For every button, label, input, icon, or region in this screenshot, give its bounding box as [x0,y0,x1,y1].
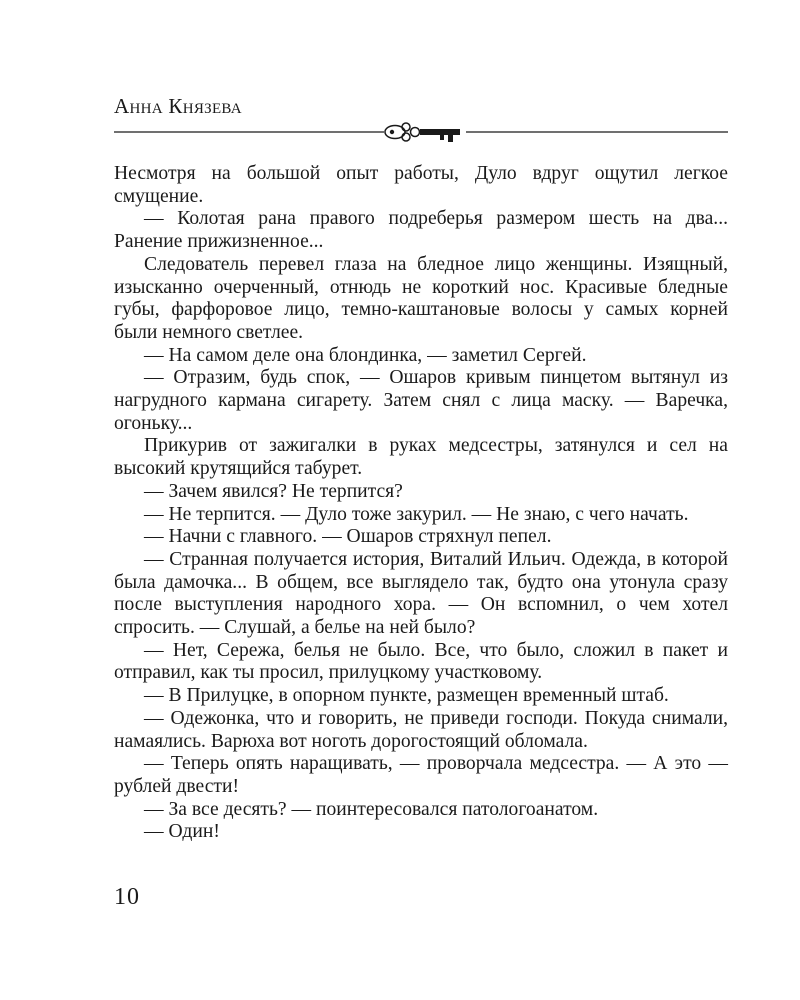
paragraph: Следователь перевел глаза на бледное лицо женщины. Изящный, изысканно очерченный, отнюдь не короткий нос. Красивые бледные губы, фарфоровое лицо, темно-каштановые волосы у самых корней были немного светлее. [114,253,728,343]
paragraph: — Зачем явился? Не терпится? [144,480,403,502]
paragraph: — Теперь опять наращивать, — проворчала медсестра. — А это — рублей двести! [114,753,728,797]
body-text [114,163,728,844]
paragraph: — Начни с главного. — Ошаров стряхнул пепел. [144,526,552,548]
paragraph: Несмотря на большой опыт работы, Дуло вдруг ощутил легкое смущение. [114,163,728,207]
paragraph: — Одежонка, что и говорить, не приведи господи. Покуда снимали, намаялись. Варюха вот ноготь дорогостоящий обломала. [114,707,728,752]
paragraph: — За все десять? — поинтересовался патологоанатом. [144,798,599,820]
header-rule-with-key [114,118,728,146]
paragraph: Прикурив от зажигалки в руках медсестры, затянулся и сел на высокий крутящийся табурет. [114,435,728,480]
paragraph: — На самом деле она блондинка, — заметил Сергей. [144,344,587,366]
key-icon [385,123,460,142]
paragraph: — Колотая рана правого подреберья размером шесть на два... Ранение прижизненное... [114,208,728,253]
paragraph: — В Прилуцке, в опорном пункте, размещен временный штаб. [144,685,669,707]
running-head-author: Анна Князева [114,94,242,118]
paragraph: — Нет, Сережа, белья не было. Все, что было, сложил в пакет и отправил, как ты просил, прилуцкому участковому. [114,639,728,684]
paragraph: — Один! [144,821,220,843]
paragraph: — Не терпится. — Дуло тоже закурил. — Не знаю, с чего начать. [144,503,689,525]
page-number: 10 [114,884,140,910]
paragraph: — Отразим, будь спок, — Ошаров кривым пинцетом вытянул из нагрудного кармана сигарету. Затем снял с лица маску. — Варечка, огоньку... [114,367,728,434]
paragraph: — Странная получается история, Виталий Ильич. Одежда, в которой была дамочка... В общем, все выглядело так, будто она утонула сразу после выступления народного хора. — Он вспомнил, о чем хотел спросить. — Слушай, а белье на ней было? [114,548,728,639]
